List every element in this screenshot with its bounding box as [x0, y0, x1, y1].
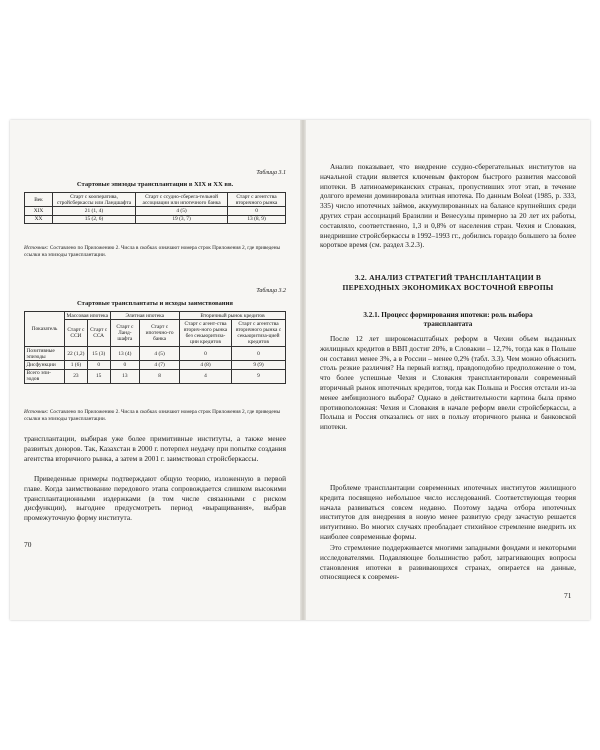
- table2-cell: 23: [65, 369, 88, 383]
- table1-source-text: Составлено по Приложению 2. Числа в скобках означают номера строк Приложения 2, где приведены ссылки на эпизоды трансплантации.: [24, 245, 281, 258]
- table1-row: [25, 207, 286, 215]
- table1-source-label: Источник:: [24, 245, 49, 251]
- table2-cell: 9: [232, 369, 286, 383]
- right-paragraph: После 12 лет широкомасштабных реформ в Чехии объем выданных жилищных кредитов в ВВП достиг 20%, в Словакии – 12,7%, тогда как в Польше он составил менее 3%, а в России – менее 0,2% (табл. 3.3). Чем можно объяснить столь резкие различия? На первый взгляд, правдоподобно предположение о том, что более успешные Чехия и Словакия трансплантировали современный вторичный рынок ипотечных кредитов, тогда как Польша и Россия отстали из-за менее амбициозного выбора? Однако в действительности картина была прямо противоположная: Чехия и Словакия в начале реформ ввели стройсберкассы, а Польша и Россия отказались от них в пользу вторичного рынка и банковской ипотеки.: [320, 334, 576, 432]
- table1-cell: 4 (5): [136, 207, 228, 215]
- table2-header-cell: Старт с агент-ства вторич-ного рынка без секьюритиза-ции кредитов: [180, 320, 232, 347]
- table2-header-cell: Показатель: [25, 312, 65, 347]
- table2-row: [25, 361, 286, 369]
- right-paragraph: Анализ показывает, что внедрение ссудно-сберегательных институтов на начальной стадии является ключевым фактором быстрого развития массовой ипотеки. В латиноамериканских странах, пропустивших этот этап, в течение долгого времени доминировала элитная ипотека. По данным Boleat (1985, p. 333, 335) число ипотечных займов, аккумулированных на балансе крупнейших среди других стран ассоциаций Бразилии и Венесуэлы примерно за 20 лет их работы, составляло, соответственно, 1,3 и 0,8% от населения стран. Чехия и Словакия, внедрившие стройсберкассы в 1992–1993 гг., добились гораздо большего за более короткое время (см. раздел 3.2.3).: [320, 162, 576, 250]
- table2-cell: 13 (4): [110, 347, 140, 361]
- table2-header-cell: Старт с Ланд-шафта: [110, 320, 140, 347]
- section-title: 3.2. АНАЛИЗ СТРАТЕГИЙ ТРАНСПЛАНТАЦИИ В ПЕРЕХОДНЫХ ЭКОНОМИКАХ ВОСТОЧНОЙ ЕВРОПЫ: [342, 273, 554, 292]
- table1-header-cell: Старт с кооператива, стройсберкассы или Ландшафта: [53, 193, 136, 207]
- table2-header-cell: Вторичный рынок кредитов: [180, 312, 286, 320]
- table2-header-row: [25, 312, 286, 320]
- table2-source: [24, 409, 286, 423]
- table2-row-label: Всего эпи-зодов: [25, 369, 65, 383]
- table1-header-cell: Старт с ссудно-сберега-тельной ассоциации или ипотечного банка: [136, 193, 228, 207]
- table2-cell: 13: [110, 369, 140, 383]
- page-number-right: 71: [564, 591, 572, 600]
- left-page: [10, 120, 300, 620]
- table2-title: Стартовые трансплантаты и исходы заимствования: [77, 300, 233, 307]
- table1-row: [25, 215, 286, 223]
- table1-cell: 0: [228, 207, 286, 215]
- table2-cell: 4: [180, 369, 232, 383]
- table2-header-row: [25, 320, 286, 347]
- table2-cell: 0: [87, 361, 110, 369]
- table2-cell: 9 (9): [232, 361, 286, 369]
- table2-row: [25, 369, 286, 383]
- table2-cell: 0: [180, 347, 232, 361]
- table1-header-row: [25, 193, 286, 207]
- table2-source-text: Составлено по Приложению 2. Числа в скобках означают номера строк Приложения 2, где приведены ссылки на эпизоды трансплантации.: [24, 409, 281, 422]
- table2-caption: Таблица 3.2: [256, 288, 286, 294]
- table2-row-label: Дисфункции: [25, 361, 65, 369]
- table2-row: [25, 347, 286, 361]
- right-paragraph: Проблеме трансплантации современных ипотечных институтов жилищного кредита посвящено небольшое число исследований. Соответствующая теория начала развиваться совсем недавно. Поэтому задача отбора ипотечных институтов для внедрения в новую менее развитую среду зачастую решается интуитивно. Во многих случаях преобладает стихийное стремление внедрить их наиболее современные формы.: [320, 483, 576, 541]
- table2-cell: 4 (7): [140, 361, 180, 369]
- table1: [24, 192, 286, 224]
- table1-source: [24, 245, 286, 259]
- table2-header-cell: Старт с ССИ: [65, 320, 88, 347]
- table1-header-cell: Старт с агентства вторичного рынка: [228, 193, 286, 207]
- subsection-title: 3.2.1. Процесс формирования ипотеки: роль выбора трансплантата: [363, 311, 533, 329]
- table2-header-cell: Старт с ССА: [87, 320, 110, 347]
- table1-title: Стартовые эпизоды трансплантации в XIX и XX вв.: [76, 181, 234, 188]
- table2-cell: 0: [232, 347, 286, 361]
- right-page: [306, 120, 590, 620]
- table2-cell: 0: [110, 361, 140, 369]
- table1-cell: 13 (8, 9): [228, 215, 286, 223]
- table1-header-cell: Век: [25, 193, 53, 207]
- table2-row-label: Позитивные эпизоды: [25, 347, 65, 361]
- page-number-left: 70: [24, 540, 32, 549]
- table2-header-cell: Массовая ипотека: [65, 312, 111, 320]
- table2-header-cell: Элитная ипотека: [110, 312, 179, 320]
- left-paragraph: Приведенные примеры подтверждают общую теорию, изложенную в первой главе. Когда заимствование передового этапа сопровождается слишком высокими трансплантационными издержками (в том числе связанными с риском дисфункции), выгоднее предусмотреть период «выращивания», выбрав промежуточную форму института.: [24, 474, 286, 523]
- table1-caption: Таблица 3.1: [256, 170, 286, 176]
- table2-header-cell: Старт с ипотечно-го банка: [140, 320, 180, 347]
- table1-cell: 19 (3, 7): [136, 215, 228, 223]
- table2-cell: 8: [140, 369, 180, 383]
- left-paragraph: трансплантации, выбирая уже более примитивные институты, а также менее развитых доноров. Так, Казахстан в 2000 г. потерпел неудачу при попытке создания агентства вторичного рынка, а затем в 2001 г. заимствовал стройсберкассы.: [24, 434, 286, 463]
- table1-cell: XX: [25, 215, 53, 223]
- table2-cell: 22 (1,2): [65, 347, 88, 361]
- table1-cell: XIX: [25, 207, 53, 215]
- table1-cell: 15 (2, 6): [53, 215, 136, 223]
- table2-header-cell: Старт с агентства вторичного рынка с секьюритиза-цией кредитов: [232, 320, 286, 347]
- book-spread: [10, 120, 590, 620]
- table1-cell: 21 (1, 4): [53, 207, 136, 215]
- table2-cell: 1 (6): [65, 361, 88, 369]
- table2-cell: 15 (3): [87, 347, 110, 361]
- table2: [24, 311, 286, 384]
- table2-cell: 15: [87, 369, 110, 383]
- right-paragraph: Это стремление поддерживается многими западными фондами и некоторыми исследователями. Подавляющее большинство работ, затрагивающих вопросы становления ипотеки в развивающихся странах, опирается на данные, относящиеся к современ-: [320, 543, 576, 582]
- table2-source-label: Источник:: [24, 409, 49, 415]
- table2-cell: 4 (5): [140, 347, 180, 361]
- table2-cell: 4 (8): [180, 361, 232, 369]
